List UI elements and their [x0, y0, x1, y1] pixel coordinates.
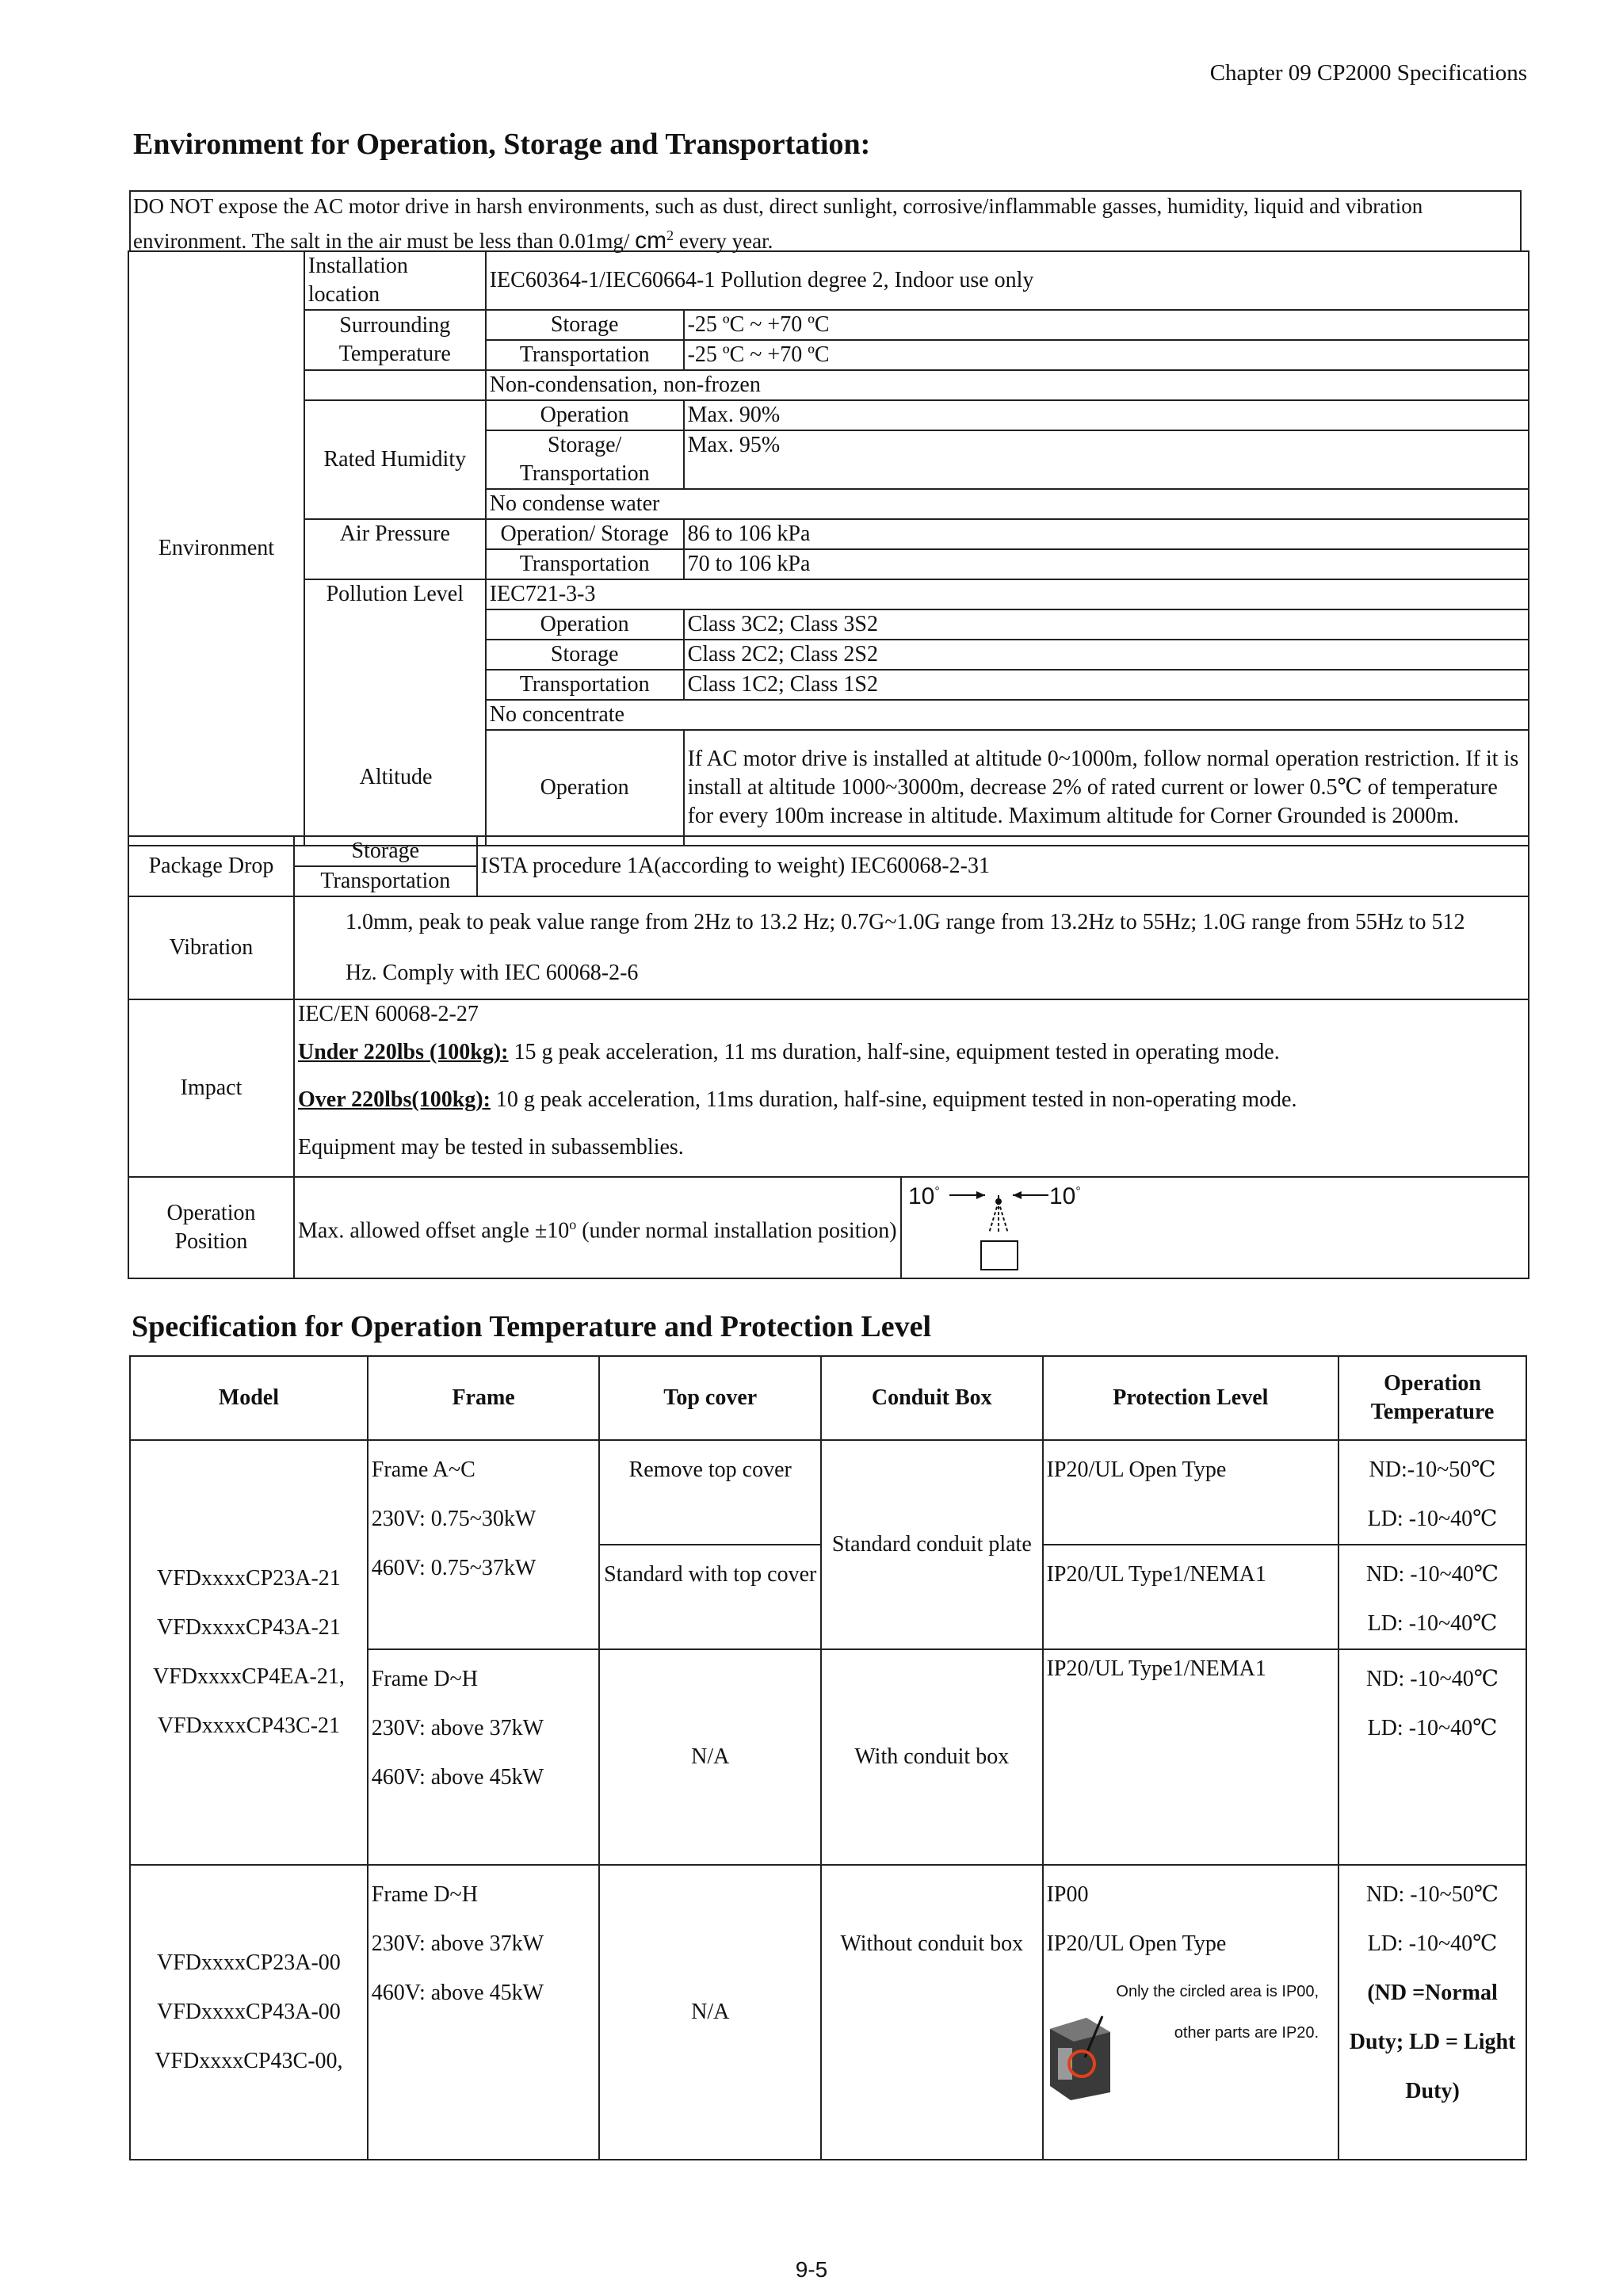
group2-frame: Frame D~H 230V: above 37kW 460V: above 45kW [368, 1865, 600, 2160]
vibration-label: Vibration [128, 896, 294, 999]
temp-storage-label: Storage [486, 310, 684, 340]
group1-frame-ac: Frame A~C 230V: 0.75~30kW 460V: 0.75~37kW [368, 1440, 600, 1649]
spec-section-title: Specification for Operation Temperature and Protection Level [132, 1310, 932, 1343]
environment-section-title: Environment for Operation, Storage and Transportation: [133, 128, 871, 161]
drive-illustration [1047, 2013, 1118, 2100]
no-condense-text: No condense water [486, 489, 1529, 519]
surrounding-temperature-label: Surrounding Temperature [304, 310, 486, 370]
group1-top-standard: Standard with top cover [599, 1545, 821, 1649]
group1-temp2: ND: -10~40℃ LD: -10~40℃ [1338, 1545, 1526, 1649]
temp-transport-label: Transportation [486, 340, 684, 370]
air-transport-label: Transportation [486, 549, 684, 579]
installation-location-label: Installation location [304, 251, 486, 310]
group1-temp3: ND: -10~40℃ LD: -10~40℃ [1338, 1649, 1526, 1865]
page-number: 9-5 [795, 2257, 828, 2282]
header-operation-temperature: Operation Temperature [1338, 1356, 1526, 1440]
humidity-operation-value: Max. 90% [684, 400, 1529, 430]
altitude-label: Altitude [359, 765, 433, 789]
group2-models: VFDxxxxCP23A-00 VFDxxxxCP43A-00 VFDxxxxCP43C-00, [130, 1865, 368, 2160]
vibration-text: 1.0mm, peak to peak value range from 2Hz to 13.2 Hz; 0.7G~1.0G range from 13.2Hz to 55Hz; 1.0G range from 55Hz to 512 Hz. Comply with IEC 60068-2-6 [346, 910, 1465, 985]
pollution-operation-value: Class 3C2; Class 3S2 [684, 609, 1529, 640]
group1-conduit-box: With conduit box [821, 1649, 1043, 1865]
angle-right-label: 10° [1049, 1183, 1081, 1209]
header-conduit-box: Conduit Box [821, 1356, 1043, 1440]
pollution-standard: IEC721-3-3 [486, 579, 1529, 609]
group2-temp: ND: -10~50℃ LD: -10~40℃ (ND =Normal Duty; LD = Light Duty) [1338, 1865, 1526, 2160]
impact-over-line: Over 220lbs(100kg): 10 g peak acceleration, 11ms duration, half-sine, equipment tested in non-operating mode. [298, 1087, 1297, 1112]
package-transport-label: Transportation [294, 866, 477, 896]
temp-storage-value: -25 ºC ~ +70 ºC [684, 310, 1529, 340]
non-condensation-text: Non-condensation, non-frozen [486, 370, 1529, 400]
installation-location-value: IEC60364-1/IEC60664-1 Pollution degree 2, Indoor use only [486, 251, 1529, 310]
environment-table-lower [128, 835, 1529, 1279]
chapter-header: Chapter 09 CP2000 Specifications [1209, 60, 1527, 86]
header-top-cover: Top cover [599, 1356, 821, 1440]
pollution-storage-value: Class 2C2; Class 2S2 [684, 640, 1529, 670]
environment-label: Environment [128, 251, 304, 846]
air-pressure-label: Air Pressure [304, 519, 486, 579]
humidity-storage-label: Storage/ Transportation [486, 430, 684, 489]
temp-transport-value: -25 ºC ~ +70 ºC [684, 340, 1529, 370]
group1-conduit-plate: Standard conduit plate [821, 1440, 1043, 1649]
altitude-operation-label: Operation [486, 730, 684, 846]
pollution-storage-label: Storage [486, 640, 684, 670]
group1-frame-dh: Frame D~H 230V: above 37kW 460V: above 45kW [368, 1649, 600, 1865]
air-opstorage-label: Operation/ Storage [486, 519, 684, 549]
package-drop-value: ISTA procedure 1A(according to weight) IEC60068-2-31 [477, 836, 1529, 896]
group1-top-na: N/A [599, 1649, 821, 1865]
impact-subassemblies: Equipment may be tested in subassemblies. [298, 1135, 684, 1159]
rated-humidity-label: Rated Humidity [304, 400, 486, 519]
environment-warning-text: DO NOT expose the AC motor drive in harsh environments, such as dust, direct sunlight, corrosive/inflammable gasses, humidity, liquid and vibration environment. The salt in the air must be less than 0.01mg/ $cm^2$ every year. [129, 190, 1522, 250]
air-opstorage-value: 86 to 106 kPa [684, 519, 1529, 549]
group1-models: VFDxxxxCP23A-21 VFDxxxxCP43A-21 VFDxxxxCP4EA-21, VFDxxxxCP43C-21 [130, 1440, 368, 1865]
impact-standard: IEC/EN 60068-2-27 [298, 1002, 479, 1026]
group2-protection: IP00 IP20/UL Open Type Only the circled area is IP00, other parts are IP20. [1043, 1865, 1339, 2160]
ip00-note-line2: other parts are IP20. [1174, 2024, 1319, 2042]
group2-top-na: N/A [599, 1865, 821, 2160]
header-protection-level: Protection Level [1043, 1356, 1339, 1440]
no-concentrate-text: No concentrate [486, 700, 1529, 730]
header-frame: Frame [368, 1356, 600, 1440]
operation-position-text: Max. allowed offset angle $\pm 10^o$ (under normal installation position) [295, 1178, 902, 1278]
package-drop-label: Package Drop [128, 836, 294, 896]
pollution-operation-label: Operation [486, 609, 684, 640]
angle-left-label: 10° [908, 1183, 940, 1209]
humidity-operation-label: Operation [486, 400, 684, 430]
pollution-transport-label: Transportation [486, 670, 684, 700]
impact-label: Impact [128, 999, 294, 1177]
humidity-storage-value: Max. 95% [684, 430, 1529, 489]
header-model: Model [130, 1356, 368, 1440]
offset-angle-drawing [902, 1178, 1528, 1278]
group1-protection-type1: IP20/UL Type1/NEMA1 [1043, 1545, 1339, 1649]
spec-table [129, 1355, 1527, 2160]
air-transport-value: 70 to 106 kPa [684, 549, 1529, 579]
package-storage-label: Storage [294, 836, 477, 866]
pollution-level-label: Pollution Level [304, 579, 486, 846]
pollution-transport-value: Class 1C2; Class 1S2 [684, 670, 1529, 700]
operation-position-label: Operation Position [128, 1177, 294, 1278]
impact-under-line: Under 220lbs (100kg): 15 g peak acceleration, 11 ms duration, half-sine, equipment tested in operating mode. [298, 1040, 1280, 1064]
altitude-text: If AC motor drive is installed at altitude 0~1000m, follow normal operation restriction. If it is install at altitude 1000~3000m, decrease 2% of rated current or lower 0.5℃ of temperature for every 100m increase in altitude. Maximum altitude for Corner Grounded is 2000m. [684, 730, 1529, 846]
offset-angle-diagram [902, 1178, 1528, 1278]
group1-protection-open: IP20/UL Open Type [1043, 1440, 1339, 1545]
group1-top-remove: Remove top cover [599, 1440, 821, 1545]
ip00-note-line1: Only the circled area is IP00, [1116, 1983, 1319, 2000]
group1-protection-type1b: IP20/UL Type1/NEMA1 [1043, 1649, 1339, 1865]
group1-temp1: ND:-10~50℃ LD: -10~40℃ [1338, 1440, 1526, 1545]
group2-conduit: Without conduit box [821, 1865, 1043, 2160]
duty-note: (ND =Normal Duty; LD = Light Duty) [1349, 1981, 1516, 2103]
